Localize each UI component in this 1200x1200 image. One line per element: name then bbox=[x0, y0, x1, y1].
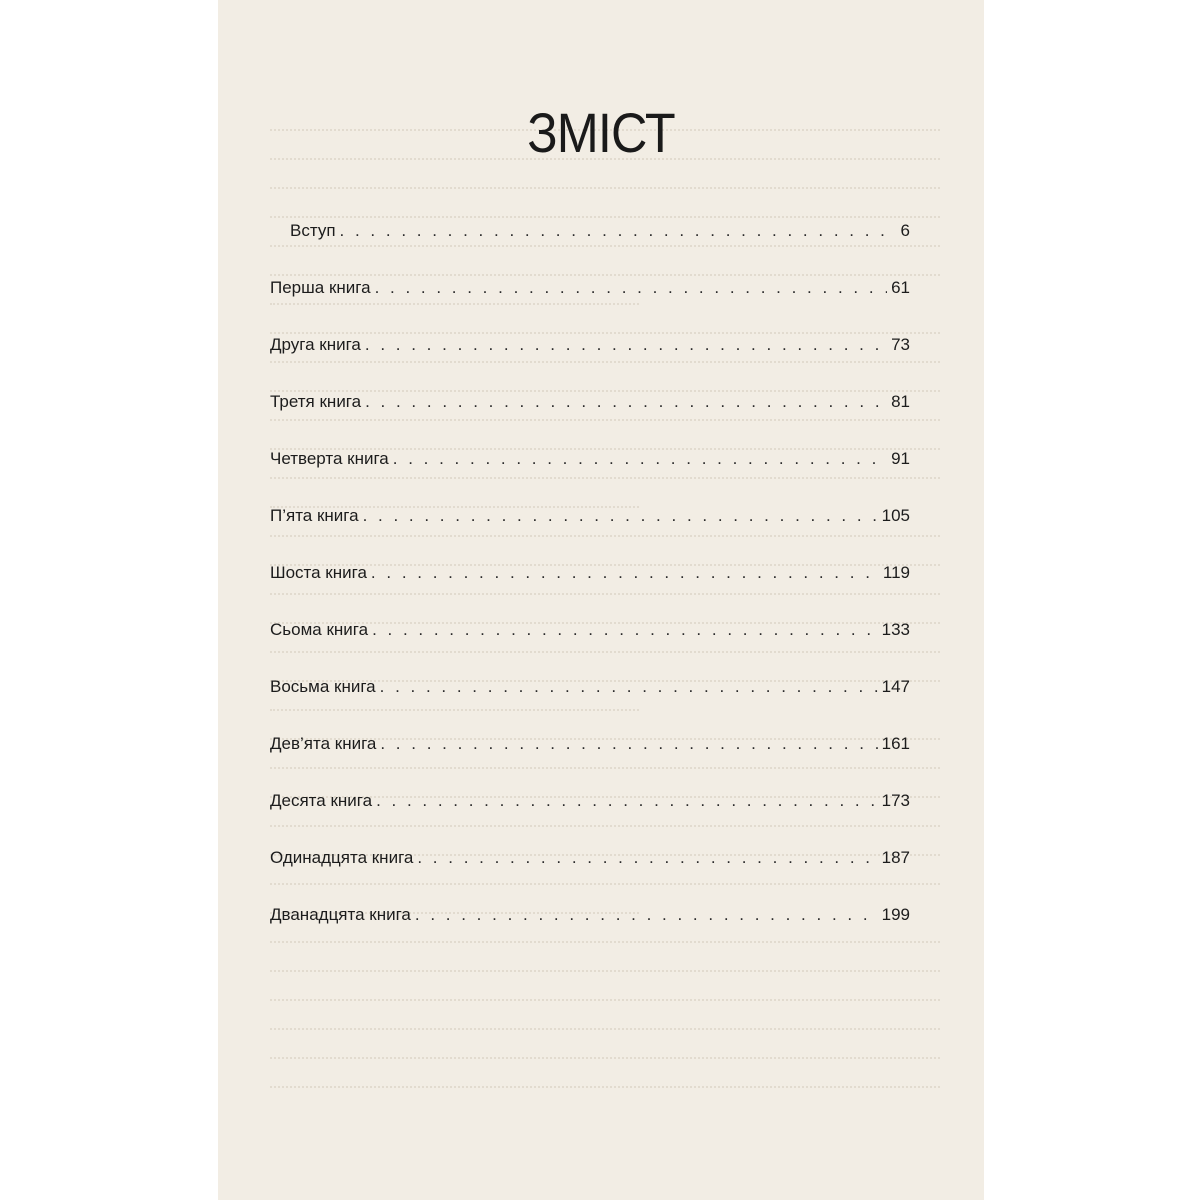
book-page bbox=[218, 0, 984, 1200]
toc-leader-dots bbox=[393, 449, 887, 469]
toc-entry-page: 133 bbox=[881, 620, 910, 639]
toc-leader-dots bbox=[375, 278, 888, 298]
toc-entry bbox=[270, 449, 910, 475]
toc-leader-dots bbox=[417, 848, 877, 868]
toc-entry-page: 173 bbox=[881, 791, 910, 810]
toc-entry-label: Дев’ята книга bbox=[270, 734, 377, 753]
toc-entry-label: Восьма книга bbox=[270, 677, 376, 696]
toc-entry-label: Сьома книга bbox=[270, 620, 369, 639]
toc-entry-page: 91 bbox=[891, 449, 910, 468]
bleed-through-text bbox=[270, 112, 940, 1098]
toc-entry-page: 161 bbox=[881, 734, 910, 753]
toc-entry-page: 147 bbox=[881, 677, 910, 696]
toc-entry bbox=[270, 392, 910, 418]
toc-entry-label: Друга книга bbox=[270, 335, 361, 354]
toc-leader-dots bbox=[415, 905, 878, 925]
toc-entry bbox=[270, 563, 910, 589]
toc-entry-label: Перша книга bbox=[270, 278, 371, 297]
toc-entry-label: Шоста книга bbox=[270, 563, 367, 582]
toc-leader-dots bbox=[372, 620, 878, 640]
toc-leader-dots bbox=[371, 563, 879, 583]
toc-entry-label: Третя книга bbox=[270, 392, 362, 411]
toc-entry bbox=[270, 506, 910, 532]
toc-entry-label: Одинадцята книга bbox=[270, 848, 414, 867]
toc-entry-label: Четверта книга bbox=[270, 449, 389, 468]
toc-entry-page: 187 bbox=[881, 848, 910, 867]
toc-entry bbox=[270, 335, 910, 361]
toc-leader-dots bbox=[363, 506, 878, 526]
page-title: ЗМІСТ bbox=[527, 101, 675, 164]
toc-entry-page: 73 bbox=[891, 335, 910, 354]
toc-entry bbox=[270, 905, 910, 931]
toc-entry bbox=[270, 791, 910, 817]
toc-entry bbox=[270, 734, 910, 760]
toc-entry bbox=[270, 677, 910, 703]
toc-leader-dots bbox=[380, 677, 878, 697]
toc-entry bbox=[270, 620, 910, 646]
toc-entry-page: 61 bbox=[891, 278, 910, 297]
toc-entry bbox=[270, 278, 910, 304]
toc-entry-page: 6 bbox=[900, 221, 910, 240]
toc-entry bbox=[270, 221, 910, 247]
toc-entry-page: 105 bbox=[881, 506, 910, 525]
toc-leader-dots bbox=[376, 791, 878, 811]
toc-entry-label: Вступ bbox=[290, 221, 336, 240]
toc-entry-label: Десята книга bbox=[270, 791, 373, 810]
toc-entry-label: П’ята книга bbox=[270, 506, 359, 525]
toc-leader-dots bbox=[365, 392, 887, 412]
toc-leader-dots bbox=[365, 335, 887, 355]
toc-entry bbox=[270, 848, 910, 874]
toc-leader-dots bbox=[340, 221, 897, 241]
toc-leader-dots bbox=[380, 734, 877, 754]
toc-entry-page: 119 bbox=[882, 563, 910, 582]
toc-entry-page: 199 bbox=[881, 905, 910, 924]
toc-entry-page: 81 bbox=[891, 392, 910, 411]
toc-entry-label: Дванадцята книга bbox=[270, 905, 411, 924]
